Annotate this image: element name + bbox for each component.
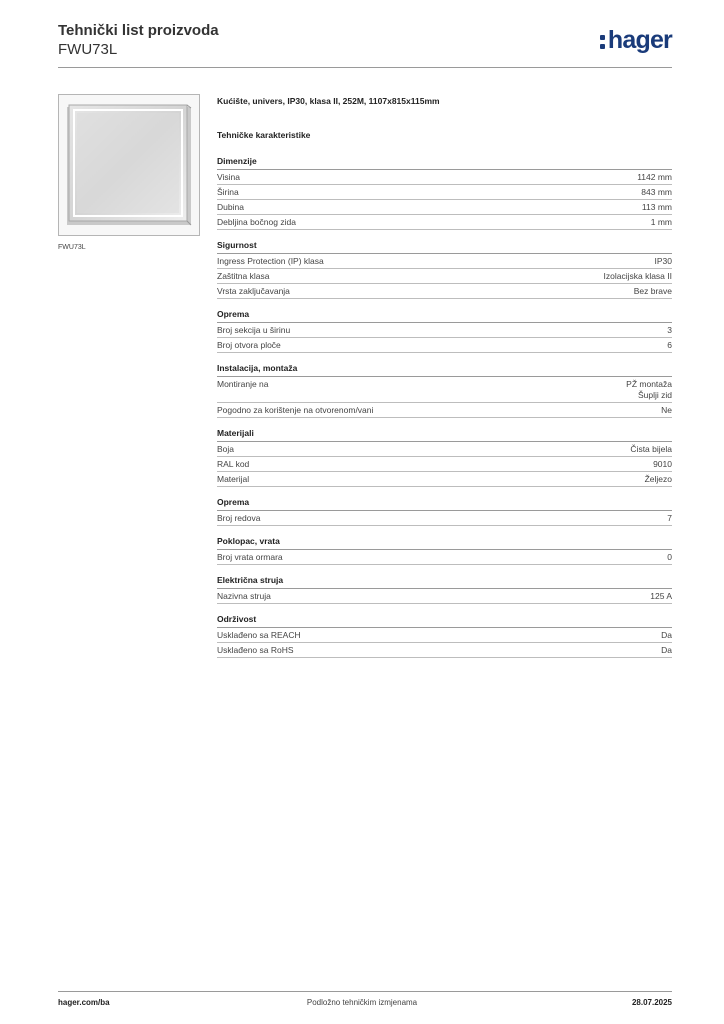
spec-section bbox=[217, 614, 672, 658]
spec-value: 9010 bbox=[653, 459, 672, 469]
spec-label: Nazivna struja bbox=[217, 591, 271, 601]
spec-value: PŽ montaža Šuplji zid bbox=[626, 379, 672, 400]
spec-value: 6 bbox=[667, 340, 672, 350]
spec-label: Broj otvora ploče bbox=[217, 340, 281, 350]
page-header bbox=[58, 21, 219, 59]
spec-value: 125 A bbox=[650, 591, 672, 601]
spec-label: Broj redova bbox=[217, 513, 261, 523]
spec-label: Širina bbox=[217, 187, 239, 197]
spec-label: Dubina bbox=[217, 202, 244, 212]
spec-row bbox=[217, 511, 672, 526]
section-title: Električna struja bbox=[217, 575, 672, 589]
spec-row bbox=[217, 457, 672, 472]
page-title: Tehnički list proizvoda bbox=[58, 22, 219, 39]
enclosure-illustration-icon bbox=[59, 95, 199, 235]
spec-row bbox=[217, 589, 672, 604]
image-caption: FWU73L bbox=[58, 244, 86, 251]
spec-value: Željezo bbox=[644, 474, 672, 484]
spec-label: Ingress Protection (IP) klasa bbox=[217, 256, 324, 266]
spec-label: Montiranje na bbox=[217, 379, 269, 389]
spec-section bbox=[217, 575, 672, 604]
spec-sections bbox=[217, 156, 672, 658]
spec-section bbox=[217, 428, 672, 487]
spec-section bbox=[217, 156, 672, 230]
spec-value: 7 bbox=[667, 513, 672, 523]
section-title: Poklopac, vrata bbox=[217, 536, 672, 550]
spec-label: Zaštitna klasa bbox=[217, 271, 270, 281]
spec-label: Materijal bbox=[217, 474, 250, 484]
section-title: Instalacija, montaža bbox=[217, 363, 672, 377]
product-image bbox=[58, 94, 200, 236]
spec-row bbox=[217, 377, 672, 403]
logo-colon-icon bbox=[600, 35, 605, 53]
spec-label: Usklađeno sa REACH bbox=[217, 630, 301, 640]
spec-value: 3 bbox=[667, 325, 672, 335]
spec-row bbox=[217, 628, 672, 643]
spec-row bbox=[217, 269, 672, 284]
section-title: Održivost bbox=[217, 614, 672, 628]
spec-content bbox=[217, 96, 672, 658]
section-title: Dimenzije bbox=[217, 156, 672, 170]
spec-label: Usklađeno sa RoHS bbox=[217, 645, 294, 655]
product-code: FWU73L bbox=[58, 41, 118, 58]
section-title: Sigurnost bbox=[217, 240, 672, 254]
spec-label: RAL kod bbox=[217, 459, 250, 469]
header-divider bbox=[58, 67, 672, 68]
logo-wordmark: hager bbox=[607, 26, 672, 54]
spec-value: Bez brave bbox=[633, 286, 672, 296]
spec-row bbox=[217, 550, 672, 565]
spec-label: Visina bbox=[217, 172, 240, 182]
spec-label: Debljina bočnog zida bbox=[217, 217, 296, 227]
spec-row bbox=[217, 185, 672, 200]
spec-section bbox=[217, 309, 672, 353]
spec-value: Čista bijela bbox=[630, 444, 672, 454]
spec-row bbox=[217, 323, 672, 338]
features-heading: Tehničke karakteristike bbox=[217, 130, 311, 140]
spec-value: 843 mm bbox=[641, 187, 672, 197]
section-title: Oprema bbox=[217, 497, 672, 511]
spec-row bbox=[217, 254, 672, 269]
spec-row bbox=[217, 284, 672, 299]
spec-row bbox=[217, 442, 672, 457]
spec-value: Ne bbox=[661, 405, 672, 415]
spec-label: Pogodno za korištenje na otvorenom/vani bbox=[217, 405, 374, 415]
spec-section bbox=[217, 497, 672, 526]
spec-value: 1142 mm bbox=[637, 172, 672, 182]
spec-label: Broj sekcija u širinu bbox=[217, 325, 291, 335]
spec-value: 113 mm bbox=[641, 202, 672, 212]
spec-value: 0 bbox=[667, 552, 672, 562]
footer-date: 28.07.2025 bbox=[631, 998, 672, 1007]
spec-label: Boja bbox=[217, 444, 235, 454]
spec-row bbox=[217, 170, 672, 185]
spec-section bbox=[217, 363, 672, 418]
spec-value: Izolacijska klasa II bbox=[603, 271, 672, 281]
section-title: Oprema bbox=[217, 309, 672, 323]
spec-label: Vrsta zaključavanja bbox=[217, 286, 290, 296]
spec-row bbox=[217, 215, 672, 230]
spec-value: 1 mm bbox=[650, 217, 672, 227]
spec-label: Broj vrata ormara bbox=[217, 552, 283, 562]
footer-website[interactable]: hager.com/ba bbox=[58, 998, 110, 1007]
footer-divider bbox=[58, 991, 672, 992]
product-description: Kućište, univers, IP30, klasa II, 252M, 1107x815x115mm bbox=[217, 96, 440, 106]
spec-row bbox=[217, 643, 672, 658]
spec-row bbox=[217, 403, 672, 418]
footer-notice: Podložno tehničkim izmjenama bbox=[306, 998, 418, 1007]
section-title: Materijali bbox=[217, 428, 672, 442]
spec-row bbox=[217, 472, 672, 487]
spec-value: Da bbox=[661, 630, 672, 640]
spec-row bbox=[217, 200, 672, 215]
spec-section bbox=[217, 536, 672, 565]
spec-section bbox=[217, 240, 672, 299]
spec-value: IP30 bbox=[654, 256, 672, 266]
spec-row bbox=[217, 338, 672, 353]
hager-logo bbox=[600, 26, 672, 54]
spec-value: Da bbox=[661, 645, 672, 655]
